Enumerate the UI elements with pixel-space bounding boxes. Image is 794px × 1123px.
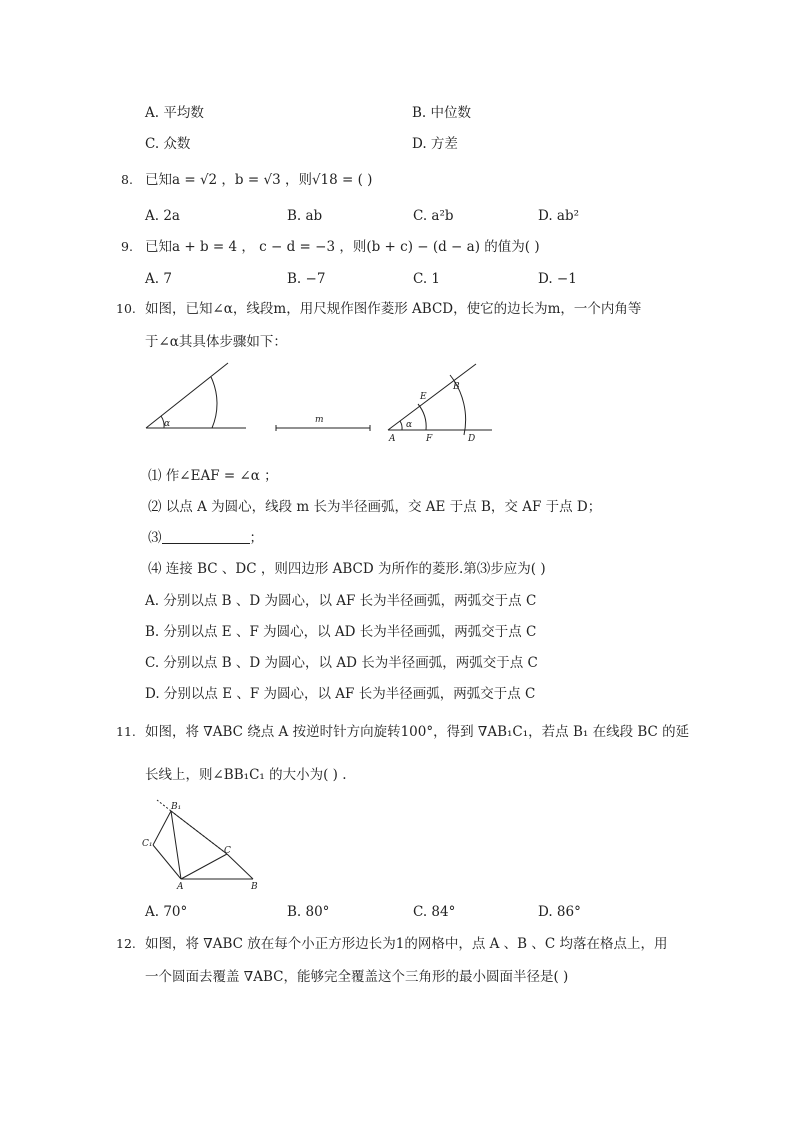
q10-option-a: A. 分别以点 B 、D 为圆心，以 AF 长为半径画弧，两弧交于点 C [145, 593, 537, 609]
q10-step2: ⑵ 以点 A 为圆心，线段 m 长为半径画弧，交 AE 于点 B，交 AF 于点 D； [148, 499, 602, 515]
fig-label-F: F [426, 434, 433, 444]
q10-number: 10. [116, 301, 136, 316]
fig-label-alpha: α [164, 419, 171, 429]
segment-m-figure [276, 425, 370, 431]
q10-step3-suffix: ； [249, 530, 263, 546]
q11-option-b: B. 80° [287, 904, 330, 920]
q8-option-b: B. ab [287, 208, 323, 224]
q10-option-b: B. 分别以点 E 、F 为圆心，以 AD 长为半径画弧，两弧交于点 C [145, 624, 537, 640]
fig-label-B: B [251, 882, 258, 892]
q11-option-d: D. 86° [538, 904, 581, 920]
q10-stem-line1: 如图，已知∠α，线段m，用尺规作图作菱形 ABCD，使它的边长为m，一个内角等 [145, 301, 642, 317]
q11-option-c: C. 84° [413, 904, 456, 920]
q9-number: 9. [121, 239, 133, 254]
q9-option-c: C. 1 [413, 271, 441, 287]
q10-step3 [148, 529, 263, 547]
fig-label-C: C [224, 846, 231, 856]
fig-label-m: m [315, 415, 324, 425]
q11-figure [138, 795, 268, 895]
q11-number: 11. [116, 724, 136, 739]
q10-stem-line2: 于∠α其具体步骤如下： [145, 334, 287, 350]
q10-step4: ⑷ 连接 BC 、DC ，则四边形 ABCD 为所作的菱形.第⑶步应为( ) [148, 561, 546, 577]
fig-label-alpha2: α [406, 420, 413, 430]
q11-stem-line1: 如图，将 ∇ABC 绕点 A 按逆时针方向旋转100°，得到 ∇AB₁C₁，若点 B₁ 在线段 BC 的延 [145, 724, 690, 740]
dashed-extension [157, 800, 171, 811]
q10-option-c: C. 分别以点 B 、D 为圆心，以 AD 长为半径画弧，两弧交于点 C [145, 655, 538, 671]
q7-option-b: B. 中位数 [412, 105, 472, 121]
q10-step3-prefix: ⑶ [148, 530, 162, 546]
angle-alpha-figure [146, 363, 246, 428]
segment-CB [227, 854, 253, 879]
q9-option-b: B. −7 [287, 271, 326, 287]
q8-number: 8. [121, 172, 133, 187]
q10-option-d: D. 分别以点 E 、F 为圆心，以 AF 长为半径画弧，两弧交于点 C [145, 686, 536, 702]
answer-blank [162, 529, 250, 544]
rhombus-construction-figure [388, 364, 492, 435]
fig-label-C1: C₁ [142, 839, 153, 849]
q11-stem-line2: 长线上，则∠BB₁C₁ 的大小为( ) . [145, 767, 347, 783]
q8-option-c: C. a²b [413, 208, 454, 224]
q7-option-a: A. 平均数 [145, 105, 204, 121]
segment-AC [181, 854, 227, 879]
q12-number: 12. [116, 936, 136, 951]
q8-option-a: A. 2a [145, 208, 180, 224]
q11-option-a: A. 70° [145, 904, 188, 920]
q9-option-a: A. 7 [145, 271, 172, 287]
fig-label-B1: B₁ [171, 802, 182, 812]
q10-figure [140, 355, 510, 445]
segment-C1B1 [153, 811, 171, 845]
q9-option-d: D. −1 [538, 271, 577, 287]
q12-stem-line1: 如图，将 ∇ABC 放在每个小正方形边长为1的网格中，点 A 、B 、C 均落在格点上，用 [145, 936, 668, 952]
fig-label-D: D [468, 434, 476, 444]
fig-label-B: B [453, 382, 460, 392]
q7-option-d: D. 方差 [412, 136, 458, 152]
fig-label-A: A [389, 434, 396, 444]
q7-option-c: C. 众数 [145, 136, 191, 152]
q9-stem: 已知a + b = 4 ， c − d = −3 ，则(b + c) − (d − a) 的值为( ) [145, 239, 540, 255]
q8-stem: 已知a = √2 ，b = √3 ，则√18 = ( ) [145, 172, 373, 188]
fig-label-A: A [177, 882, 184, 892]
fig-label-E: E [420, 392, 427, 402]
q8-option-d: D. ab² [538, 208, 580, 224]
q10-step1: ⑴ 作∠EAF = ∠α ； [148, 468, 278, 484]
q12-stem-line2: 一个圆面去覆盖 ∇ABC，能够完全覆盖这个三角形的最小圆面半径是( ) [145, 969, 569, 985]
